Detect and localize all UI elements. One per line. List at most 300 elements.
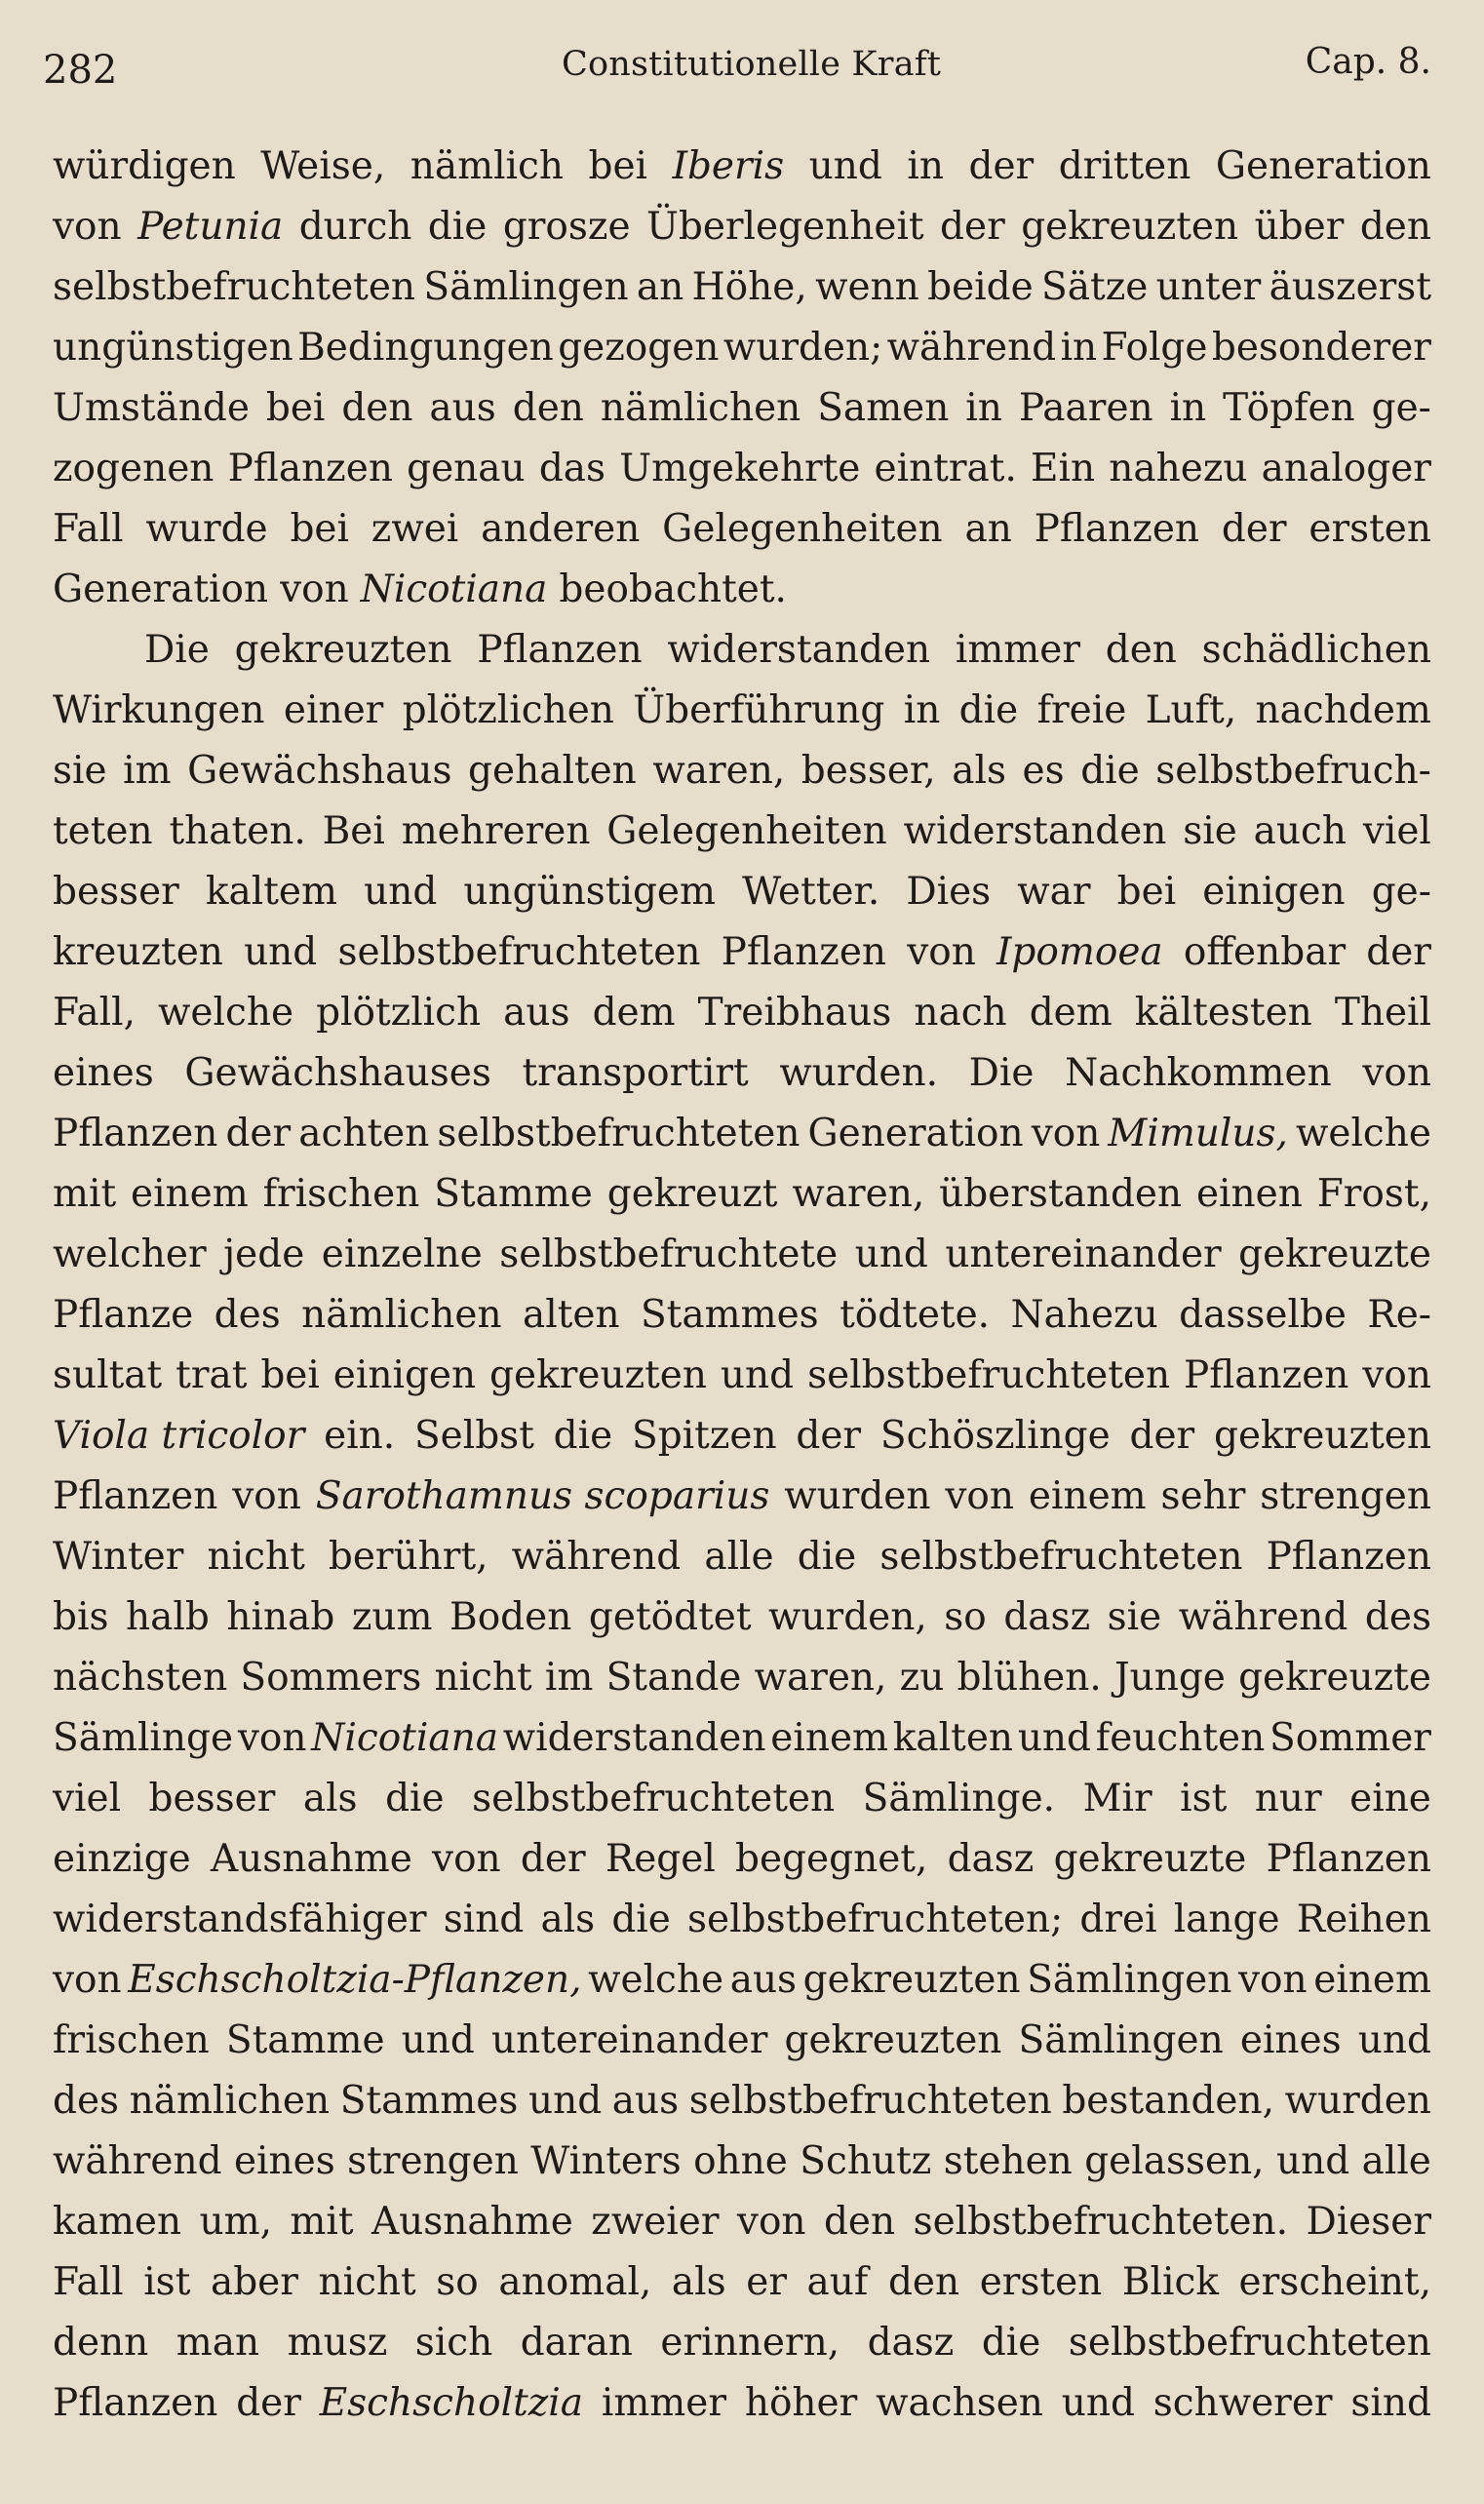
word: so <box>944 1595 987 1639</box>
text-line <box>53 1104 1431 1164</box>
word: nur <box>1254 1777 1322 1820</box>
word: von <box>1362 1353 1431 1397</box>
text-line <box>53 439 1431 499</box>
word: Samen <box>817 386 950 430</box>
word: nämlich <box>410 144 564 188</box>
word: Pflanzen <box>477 628 643 672</box>
word: gekreuzte <box>1053 1837 1247 1881</box>
word: von <box>237 1716 307 1760</box>
text-line <box>53 378 1431 439</box>
word: zweier <box>591 2200 720 2244</box>
italic-word: Petunia <box>137 205 284 249</box>
word: gekreuzten <box>802 1958 1021 2002</box>
word: die <box>553 1414 613 1458</box>
chapter-label: Cap. 8. <box>1305 42 1431 82</box>
text-line <box>53 1829 1431 1890</box>
word: widerstanden <box>667 628 931 672</box>
word: Re- <box>1367 1293 1431 1337</box>
word: bei <box>588 144 648 188</box>
word: von <box>432 1837 501 1881</box>
word: bei <box>290 507 349 551</box>
word: Gewächshaus <box>187 749 452 793</box>
word: sie <box>53 749 107 793</box>
word: Sämlingen <box>423 265 629 309</box>
page-header <box>0 39 1484 98</box>
word: wurden; <box>722 326 883 370</box>
word: war <box>1017 870 1091 914</box>
word: nämlichen <box>301 1293 502 1337</box>
text-line <box>53 922 1431 983</box>
word: thaten. <box>169 809 306 853</box>
word: während <box>53 2139 222 2183</box>
word: waren, <box>652 749 786 793</box>
word: und <box>401 2018 475 2062</box>
word: nahezu <box>1109 447 1248 490</box>
word: ist <box>143 2260 191 2304</box>
word: kamen <box>53 2200 182 2244</box>
word: Pflanze <box>53 1293 194 1337</box>
word: der <box>940 205 1005 249</box>
word: gekreuzten <box>234 628 452 672</box>
italic-word: Viola tricolor <box>53 1414 305 1458</box>
text-line <box>53 983 1431 1043</box>
word: die <box>1080 749 1140 793</box>
word: und <box>854 1232 928 1276</box>
word: teten <box>53 809 153 853</box>
word: und <box>1357 2018 1431 2062</box>
word: Überführung <box>633 688 885 732</box>
word: so <box>436 2260 479 2304</box>
word: aus <box>729 1958 798 2002</box>
word: der <box>1129 1414 1195 1458</box>
word: strengen <box>347 2139 519 2183</box>
word: gekreuzten <box>1021 205 1239 249</box>
word: den <box>512 386 584 430</box>
word: die <box>427 205 488 249</box>
word: während <box>886 326 1057 370</box>
word: des <box>1364 1595 1431 1639</box>
word: viel <box>1362 809 1431 853</box>
word: gekreuzten <box>489 1353 707 1397</box>
word: ein. <box>324 1414 396 1458</box>
word: von <box>1237 1958 1308 2002</box>
word: Pflanzen <box>721 930 887 974</box>
word: wachsen <box>876 2381 1043 2425</box>
word: dasz <box>1003 1595 1091 1639</box>
word: und <box>244 930 318 974</box>
word: mit <box>290 2200 354 2244</box>
text-line <box>53 2252 1431 2313</box>
word: wenn <box>815 265 919 309</box>
word: Frost, <box>1316 1172 1431 1216</box>
text-line <box>53 1406 1431 1467</box>
word: nicht <box>207 1535 305 1579</box>
word: dasz <box>867 2321 955 2365</box>
word: einigen <box>1202 870 1346 914</box>
word: einen <box>1195 1172 1303 1216</box>
word: welche <box>1296 1112 1431 1155</box>
word: Pflanzen <box>1184 1353 1349 1397</box>
word: frischen <box>262 1172 420 1216</box>
word: ungünstigem <box>463 870 716 914</box>
word: anomal, <box>498 2260 652 2304</box>
word: begegnet, <box>735 1837 928 1881</box>
word: einzelne <box>321 1232 483 1276</box>
word: lange <box>1173 1898 1280 1941</box>
text-line <box>53 1467 1431 1527</box>
word: von <box>945 1474 1015 1518</box>
word: ungünstigen <box>53 326 293 370</box>
word: Dies <box>906 870 992 914</box>
word: besser <box>148 1777 276 1820</box>
word: ge- <box>1371 870 1431 914</box>
word: selbstbefruchteten <box>337 930 701 974</box>
text-line <box>53 2192 1431 2252</box>
word: waren, <box>792 1172 925 1216</box>
word: Ausnahme <box>210 1837 412 1881</box>
word: achten <box>298 1112 430 1155</box>
word: über <box>1254 205 1345 249</box>
word: sich <box>414 2321 493 2365</box>
word: und <box>1276 2139 1350 2183</box>
word: einem <box>770 1716 889 1760</box>
word: der <box>225 1112 292 1155</box>
word: immer <box>955 628 1081 672</box>
word: frischen <box>53 2018 210 2062</box>
word: und <box>808 144 882 188</box>
word: und <box>527 2079 603 2123</box>
word: nicht <box>434 1656 532 1700</box>
word: gelassen, <box>1084 2139 1265 2183</box>
word: nicht <box>318 2260 416 2304</box>
word: der <box>1221 507 1287 551</box>
word: selbstbefruchteten. <box>913 2200 1289 2244</box>
word: Fall <box>53 507 124 551</box>
word: Gewächshauses <box>184 1051 491 1095</box>
word: des <box>214 1293 281 1337</box>
word: in <box>903 688 941 732</box>
word: alle <box>1361 2139 1431 2183</box>
italic-word: Sarothamnus scoparius <box>315 1474 770 1518</box>
word: Umstände <box>53 386 250 430</box>
word: um, <box>199 2200 272 2244</box>
text-line <box>53 681 1431 741</box>
word: es <box>1022 749 1065 793</box>
word: Regel <box>605 1837 716 1881</box>
word: getödtet <box>588 1595 752 1639</box>
word: kaltem <box>205 870 337 914</box>
word: Pflanzen <box>227 447 393 490</box>
word: im <box>123 749 172 793</box>
word: gekreuzte <box>1238 1656 1431 1700</box>
word: trat <box>176 1353 248 1397</box>
word: Pflanzen <box>53 1112 218 1155</box>
word: Nahezu <box>1010 1293 1158 1337</box>
word: ersten <box>1308 507 1431 551</box>
word: Töpfen <box>1223 386 1355 430</box>
text-line <box>53 2313 1431 2373</box>
word: besonderer <box>1211 326 1431 370</box>
word: einigen <box>332 1353 477 1397</box>
body-text <box>53 137 1431 2434</box>
word: Pflanzen <box>1266 1837 1431 1881</box>
word: und <box>1017 1716 1092 1760</box>
text-line <box>53 1587 1431 1648</box>
word: bei <box>1116 870 1177 914</box>
word: von <box>907 930 976 974</box>
word: sultat <box>53 1353 163 1397</box>
word: Sämlinge <box>53 1716 234 1760</box>
word: überstanden <box>939 1172 1183 1216</box>
word: sehr <box>1160 1474 1246 1518</box>
text-line <box>53 1708 1431 1769</box>
word: einer <box>283 688 384 732</box>
word: Junge <box>1113 1656 1226 1700</box>
text-line <box>53 1285 1431 1346</box>
word: selbstbefruchteten <box>437 1112 801 1155</box>
word: zogenen <box>53 447 215 490</box>
word: tödtete. <box>840 1293 991 1337</box>
word: untereinander <box>945 1232 1222 1276</box>
word: Sommers <box>240 1656 422 1700</box>
word: musz <box>287 2321 388 2365</box>
word: analoger <box>1261 447 1431 490</box>
word: selbstbefruchteten <box>472 1777 836 1820</box>
word: in <box>965 386 1002 430</box>
word: nachdem <box>1255 688 1431 732</box>
word: höher <box>744 2381 858 2425</box>
word: Ein <box>1031 447 1096 490</box>
text-line <box>53 2011 1431 2071</box>
word: Theil <box>1334 991 1431 1035</box>
word: Pflanzen <box>1266 1535 1431 1579</box>
word: dasz <box>947 1837 1035 1881</box>
word: mit <box>53 1172 117 1216</box>
word: der <box>520 1837 586 1881</box>
word: während <box>1178 1595 1348 1639</box>
word: zum <box>351 1595 433 1639</box>
italic-word: Mimulus, <box>1108 1112 1288 1155</box>
word: drei <box>1079 1898 1157 1941</box>
word: selbstbefruchteten <box>688 2079 1052 2123</box>
word: schädlichen <box>1201 628 1431 672</box>
word: von <box>1031 1112 1101 1155</box>
word: nämlichen <box>129 2079 331 2123</box>
word: Sämlingen <box>1018 2018 1224 2062</box>
word: nach <box>914 991 1007 1035</box>
word: die <box>981 2321 1041 2365</box>
word: und <box>1061 2381 1135 2425</box>
word: ohne <box>693 2139 788 2183</box>
word: Nachkommen <box>1065 1051 1332 1095</box>
word: die <box>797 1535 857 1579</box>
word: widerstandsfähiger <box>53 1898 427 1941</box>
word: besser, <box>801 749 936 793</box>
word: aus <box>611 2079 680 2123</box>
word: Schöszlinge <box>879 1414 1111 1458</box>
word: ge- <box>1371 386 1431 430</box>
text-line <box>53 2373 1431 2434</box>
word: alten <box>522 1293 620 1337</box>
word: Wetter. <box>742 870 880 914</box>
word: den <box>823 2200 896 2244</box>
word: wurden. <box>779 1051 939 1095</box>
word: grosze <box>502 205 631 249</box>
italic-word: Eschscholtzia-Pflanzen, <box>128 1958 582 2002</box>
word: den <box>887 2260 960 2304</box>
word: freie <box>1036 688 1127 732</box>
word: wurden, <box>768 1595 927 1639</box>
word: nächsten <box>53 1656 228 1700</box>
word: Sommer <box>1269 1716 1431 1760</box>
word: -Pflanzen, <box>391 1958 582 2002</box>
word: bei <box>265 386 326 430</box>
word: strengen <box>1260 1474 1431 1518</box>
word: Pflanzen <box>53 2381 218 2425</box>
word: schwerer <box>1152 2381 1333 2425</box>
italic-word: Ipomoea <box>996 930 1163 974</box>
word: sie <box>1183 809 1237 853</box>
word: wurde <box>145 507 268 551</box>
word: widerstanden <box>502 1716 766 1760</box>
word: den <box>1105 628 1177 672</box>
word: wurden <box>784 1474 931 1518</box>
word: der <box>796 1414 862 1458</box>
italic-word: Nicotiana <box>360 567 548 611</box>
word: welcher <box>53 1232 207 1276</box>
word: Gelegenheiten <box>606 809 887 853</box>
word: der <box>236 2381 301 2425</box>
word: selbstbefruchteten <box>53 265 416 309</box>
text-line <box>53 2071 1431 2132</box>
text-line <box>53 1043 1431 1104</box>
word: halb <box>126 1595 210 1639</box>
word: Weise, <box>260 144 386 188</box>
word: plötzlich <box>316 991 482 1035</box>
word: Schutz <box>800 2139 932 2183</box>
word: und <box>720 1353 795 1397</box>
word: Winter <box>53 1535 184 1579</box>
word: Pflanzen <box>53 1474 218 1518</box>
text-line <box>53 620 1431 681</box>
word: eines <box>233 2139 335 2183</box>
word: alle <box>704 1535 774 1579</box>
word: an <box>636 265 684 309</box>
word: selbstbefruchtete <box>499 1232 839 1276</box>
word: welche <box>158 991 294 1035</box>
word: berührt, <box>328 1535 488 1579</box>
word: Selbst <box>413 1414 534 1458</box>
word: die <box>385 1777 445 1820</box>
word: gehalten <box>468 749 637 793</box>
text-line <box>53 862 1431 922</box>
word: besser <box>53 870 179 914</box>
word: Bei <box>322 809 385 853</box>
word: blühen. <box>957 1656 1102 1700</box>
word: beobachtet. <box>559 567 787 611</box>
word: Die <box>144 628 210 672</box>
word: von <box>280 567 349 611</box>
word: daran <box>520 2321 633 2365</box>
word: bestanden, <box>1062 2079 1275 2123</box>
word: einzige <box>53 1837 191 1881</box>
word: und <box>364 870 438 914</box>
word: dem <box>592 991 676 1035</box>
word: Ausnahme <box>371 2200 573 2244</box>
word: würdigen <box>53 144 236 188</box>
word: von <box>53 1958 122 2002</box>
word: waren, <box>754 1656 887 1700</box>
word: eine <box>1349 1777 1431 1820</box>
word: von <box>232 1474 301 1518</box>
word: in <box>1169 386 1207 430</box>
word: sind <box>443 1898 525 1941</box>
word: nämlichen <box>600 386 801 430</box>
word: Stamme <box>434 1172 593 1216</box>
word: Spitzen <box>632 1414 777 1458</box>
word: des <box>53 2079 120 2123</box>
word: selbstbefruch- <box>1155 749 1431 793</box>
word: eines <box>53 1051 154 1095</box>
word: welche <box>588 1958 724 2002</box>
word: untereinander <box>491 2018 768 2062</box>
word: als <box>540 1898 596 1941</box>
word: Blick <box>1121 2260 1219 2304</box>
word: Paaren <box>1018 386 1153 430</box>
word: sind <box>1350 2381 1431 2425</box>
word: bis <box>53 1595 109 1639</box>
word: eintrat. <box>874 447 1017 490</box>
word: aus <box>429 386 496 430</box>
text-line <box>53 1164 1431 1225</box>
word: Höhe, <box>691 265 807 309</box>
word: sie <box>1107 1595 1162 1639</box>
word: Stammes <box>640 1293 819 1337</box>
text-line <box>53 1890 1431 1950</box>
word: erinnern, <box>660 2321 840 2365</box>
word: Sämlinge. <box>862 1777 1056 1820</box>
word: Generation <box>1215 144 1431 188</box>
word: dritten <box>1058 144 1191 188</box>
text-line <box>53 1648 1431 1708</box>
text-line <box>53 137 1431 197</box>
word: Fall <box>53 2260 124 2304</box>
word: gekreuzten <box>1214 1414 1431 1458</box>
word: immer <box>601 2381 727 2425</box>
word: von <box>53 205 122 249</box>
word: widerstanden <box>903 809 1167 853</box>
word: selbstbefruchteten; <box>687 1898 1064 1941</box>
word: der <box>1366 930 1431 974</box>
word: Treibhaus <box>697 991 892 1035</box>
word: an <box>964 507 1012 551</box>
word: in <box>1060 326 1098 370</box>
text-line <box>53 1346 1431 1406</box>
text-line <box>53 499 1431 560</box>
word: den <box>1359 205 1431 249</box>
word: gekreuzt <box>606 1172 778 1216</box>
word: das <box>538 447 606 490</box>
word: Generation <box>53 567 269 611</box>
word: zwei <box>371 507 459 551</box>
word: Stande <box>605 1656 742 1700</box>
text-line <box>53 802 1431 862</box>
word: gekreuzte <box>1238 1232 1431 1276</box>
word: Fall, <box>53 991 137 1035</box>
running-title: Constitutionelle Kraft <box>562 45 942 84</box>
word: dem <box>1029 991 1113 1035</box>
word: offenbar <box>1183 930 1347 974</box>
